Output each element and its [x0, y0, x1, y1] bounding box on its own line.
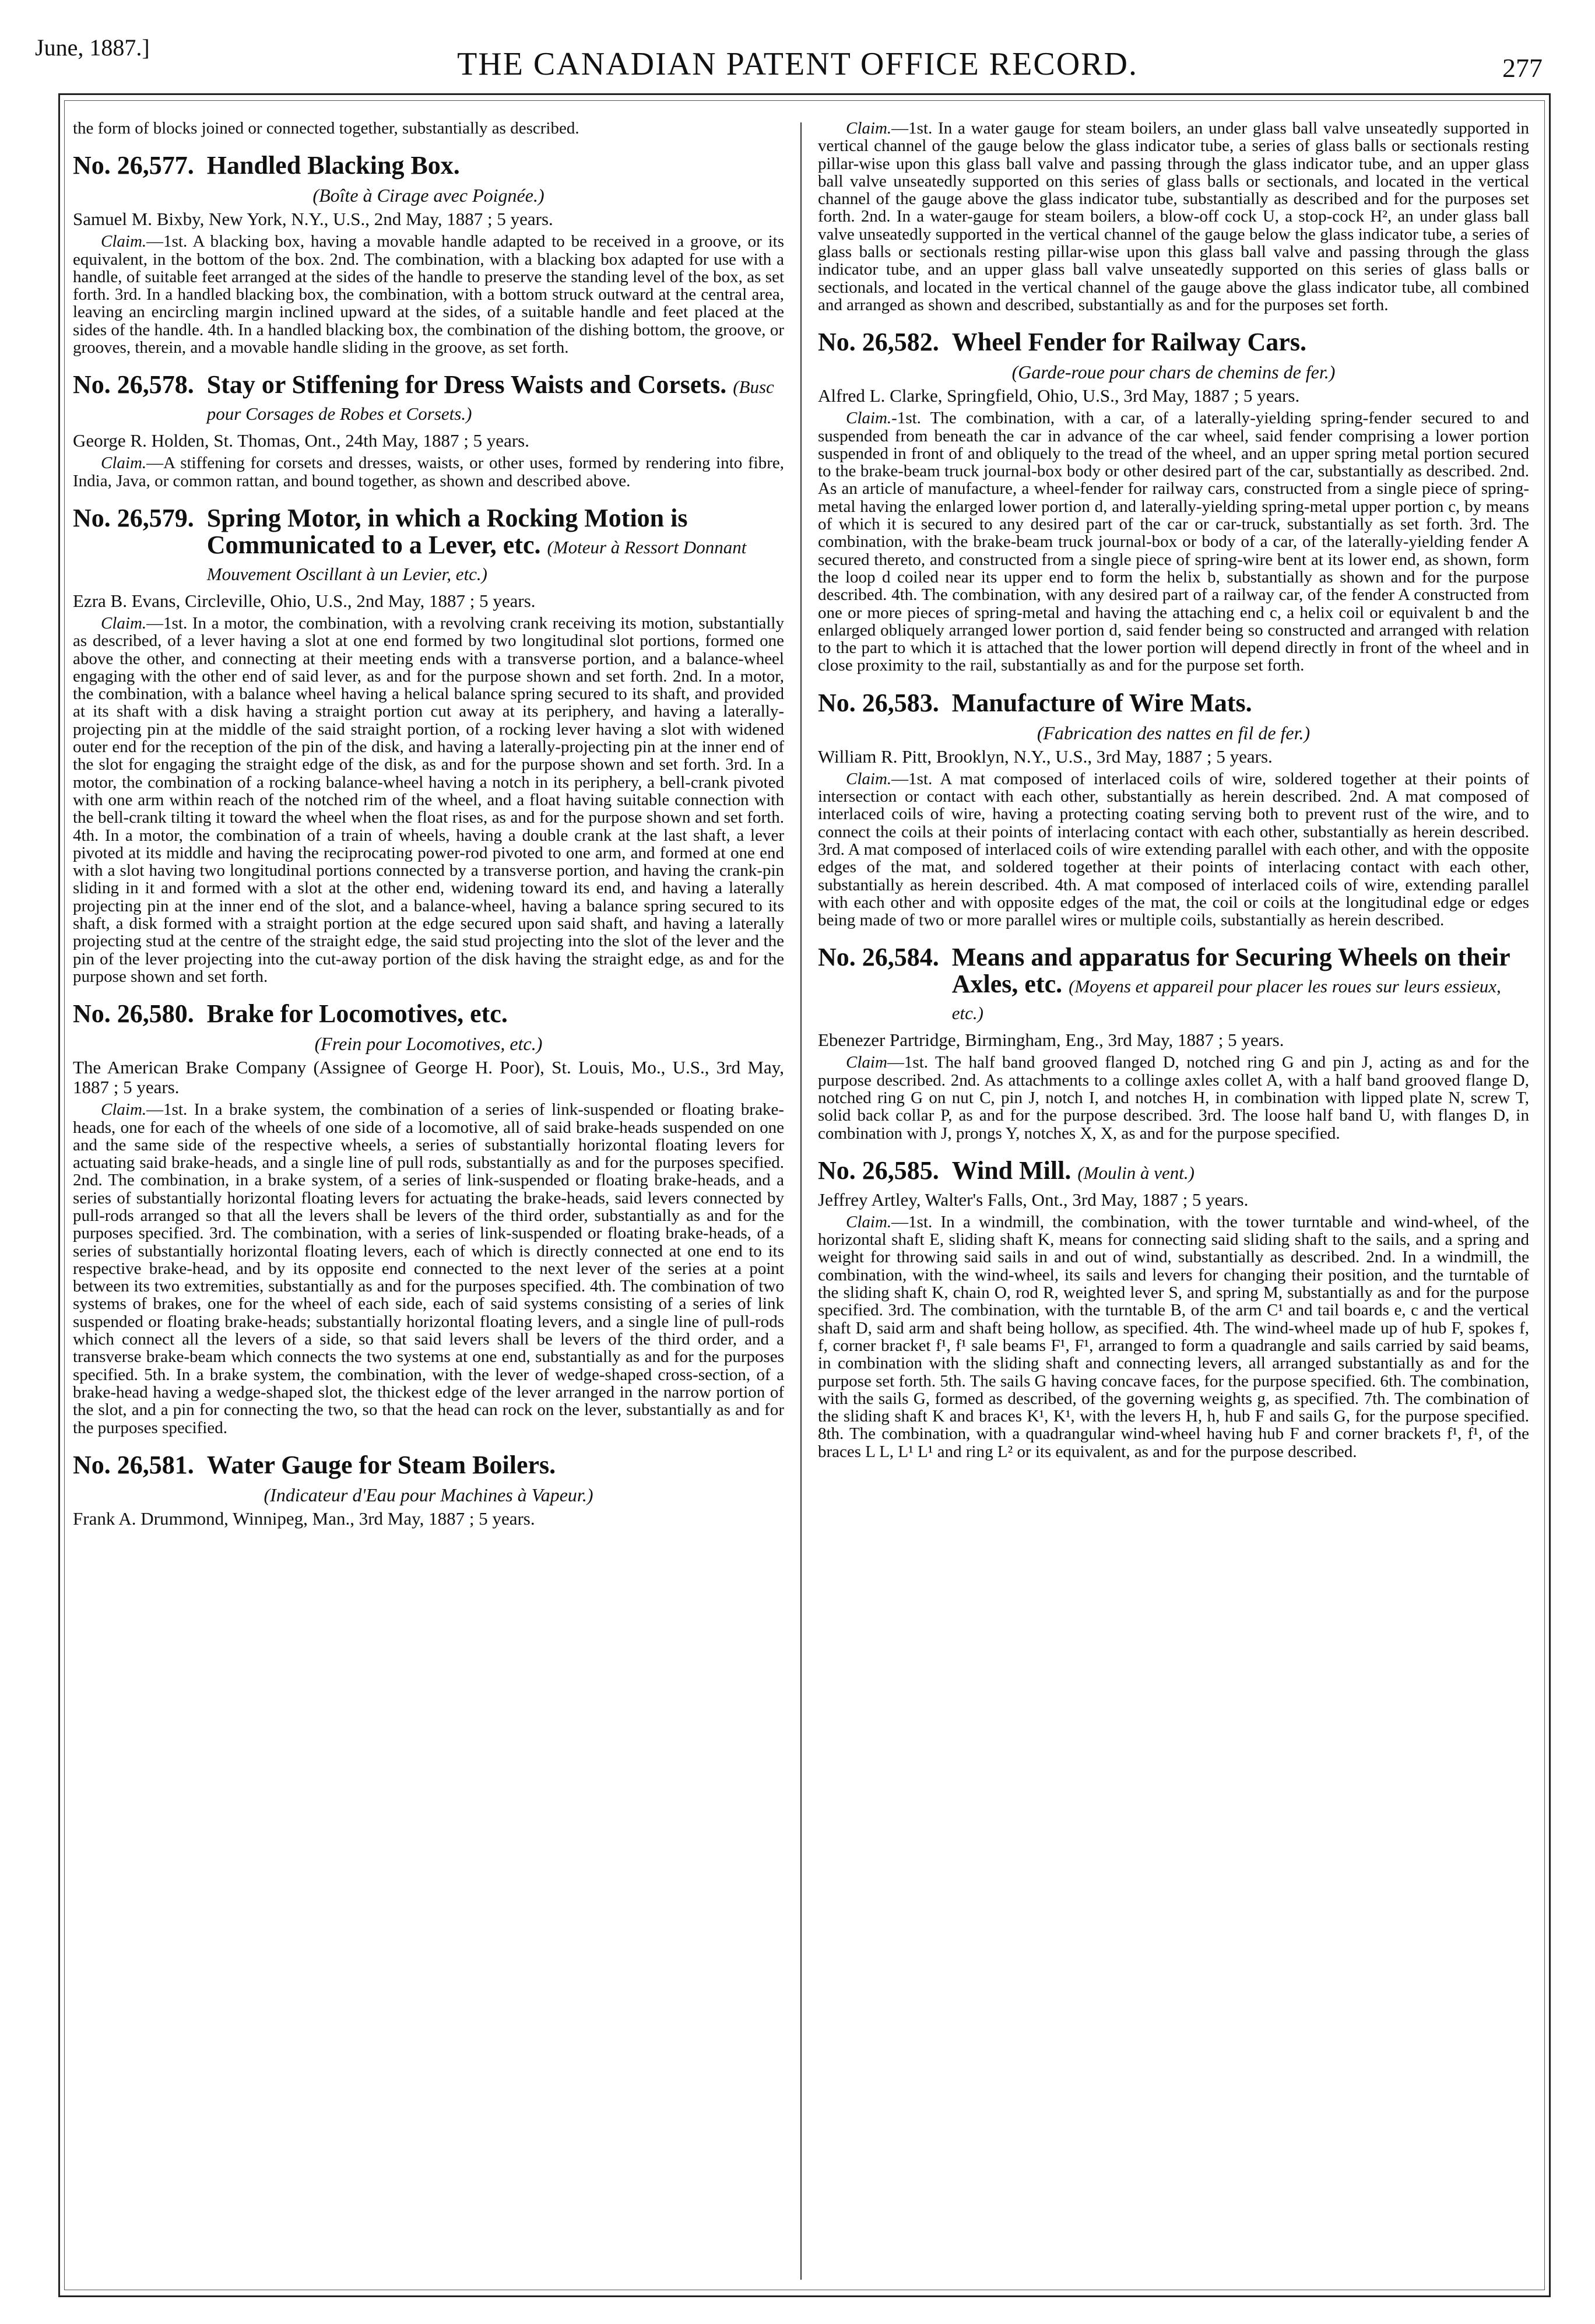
patent-title-text: Spring Motor, in which a Rocking Motion is Communicated to a Lever, etc.	[206, 503, 688, 559]
claim-label: Claim.	[846, 409, 892, 428]
claim-text: —1st. In a brake system, the combination of a series of link-suspended or floating brake-heads, one for each of the wheels of one side of a locomotive, all of said brake-heads suspended on one and the same side of the respective wheels, a series of substantially horizontal floating levers for actuating said brake-heads, and a single line of pull rods, substantially as and for the purposes specified. 2nd. The combination, in a brake system, of a series of link-suspended or floating brake-heads, and a series of substantially horizontal floating levers for actuating the brake-heads, said levers connected by pull-rods arranged so that all the levers shall be levers of the third order, substantially as and for the purposes specified. 3rd. The combination, with a series of link-suspended or floating brake-heads, of a series of substantially horizontal floating levers, each of which is directly connected at one end to its respective brake-head, and by its opposite end connected to the next lever of the series at a point between its two extremities, substantially as and for the purposes specified. 4th. The combination of two systems of brakes, one for the wheel of each side, each of said systems consisting of a series of link suspended or floating brake-heads; substantially horizontal floating levers, and a single line of pull-rods which connect all the levers of a side, so that said levers shall be levers of the third order, and a transverse brake-beam which connects the two systems at one end, substantially as and for the purposes specified. 5th. In a brake system, the combination, with the lever of wedge-shaped cross-section, of a brake-head having a wedge-shaped slot, the thickest edge of the lever arranged in the narrow portion of the slot, and a pin for connecting the two, so that the head can rock on the lever, substantially as and for the purposes specified.	[73, 1100, 784, 1437]
right-column	[818, 120, 1529, 1461]
claim-label: Claim.	[846, 769, 892, 788]
header-date: June, 1887.]	[35, 34, 150, 61]
patent-heading	[818, 1157, 1529, 1184]
claim-label: Claim	[846, 1053, 887, 1072]
patent-heading	[73, 152, 784, 179]
left-column	[73, 120, 784, 1532]
patent-inventor: George R. Holden, St. Thomas, Ont., 24th May, 1887 ; 5 years.	[73, 430, 529, 451]
patent-inventor: Alfred L. Clarke, Springfield, Ohio, U.S., 3rd May, 1887 ; 5 years.	[818, 385, 1300, 406]
patent-french-title: (Garde-roue pour chars de chemins de fer.)	[1011, 361, 1336, 383]
claim-label: Claim.	[101, 454, 147, 473]
patent-inventor: Samuel M. Bixby, New York, N.Y., U.S., 2nd May, 1887 ; 5 years.	[73, 209, 553, 230]
patent-claim	[73, 233, 784, 356]
column-divider	[800, 122, 802, 2280]
patent-claim	[818, 1054, 1529, 1142]
patent-inventor: Ezra B. Evans, Circleville, Ohio, U.S., 2nd May, 1887 ; 5 years.	[73, 590, 536, 611]
claim-text: —1st. A blacking box, having a movable handle adapted to be received in a groove, or its equivalent, in the bottom of the box. 2nd. The combination, with a blacking box adapted for use with a handle, of suitable feet arranged at the sides of the handle to preserve the standing level of the box, as set forth. 3rd. In a handled blacking box, the combination, with a bottom struck outward at the central area, leaving an encircling margin inclined upward at the sides, of a suitable handle and feet placed at the sides of the handle. 4th. In a handled blacking box, the combination of the dishing bottom, the groove, or grooves, therein, and a movable handle sliding in the groove, as set forth.	[73, 232, 784, 357]
patent-claim	[818, 409, 1529, 674]
patent-entry-26577	[73, 152, 784, 356]
claim-text: —1st. A mat composed of interlaced coils of wire, soldered together at their points of intersection or contact with each other, substantially as herein described. 2nd. A mat composed of interlaced coils of wire, having a protecting coating serving both to prevent rust of the wire, and to connect the coils at their points of interlacing contact with each other, substantially as herein described. 3rd. A mat composed of interlaced coils of wire extending parallel with each other, and with the opposite edges of the mat, and soldered together at their points of interlacing contact with each other, substantially as herein described. 4th. A mat composed of interlaced coils of wire, extending parallel with each other and with opposite edges of the mat, the coil or coils at the longitudinal edge or edges being made of two or more parallel wires or multiple coils, substantially as herein described.	[818, 769, 1529, 930]
patent-number: No. 26,581.	[73, 1450, 194, 1479]
page-number: 277	[1502, 53, 1543, 83]
patent-title	[207, 505, 784, 585]
patent-title: Wheel Fender for Railway Cars.	[951, 328, 1306, 357]
patent-title	[952, 1157, 1529, 1184]
patent-title-text: Stay or Stiffening for Dress Waists and Corsets.	[206, 370, 727, 399]
claim-label: Claim.	[101, 613, 147, 633]
patent-inventor: Frank A. Drummond, Winnipeg, Man., 3rd May, 1887 ; 5 years.	[73, 1508, 535, 1529]
patent-french-title: (Moteur à Ressort Donnant Mouvement Oscillant à un Levier, etc.)	[206, 536, 747, 584]
patent-entry-26585	[818, 1157, 1529, 1461]
patent-heading	[73, 1000, 784, 1027]
claim-text: -1st. The combination, with a car, of a laterally-yielding spring-fender secured to and suspended from beneath the car in advance of the car wheel, said fender comprising a lower portion suspended in front of and obliquely to the tread of the wheel, and an upper spring metal portion secured to the brake-beam truck journal-box body or other desired part of the car, substantially as described. 2nd. As an article of manufacture, a wheel-fender for railway cars, constructed from a single piece of spring-metal having the enlarged lower portion d, and laterally-yielding spring-metal upper portion c, by means of which it is secured to any desired part of the car or car-truck, substantially as set forth. 3rd. The combination, with the brake-beam truck journal-box or body of a car, of the laterally-yielding fender A secured thereto, and constructed from a single piece of spring-wire bent at its lower end, as shown, form the loop d coiled near its upper end to form the helix b, substantially as shown and for the purpose described. 4th. The combination, with any desired part of a railway car, of the fender A constructed from one or more pieces of spring-metal and having the attaching end c, a helix coil or equivalent b and the enlarged obliquely arranged lower portion d, said fender being so constructed and arranged with relation to the part to which it is attached that the lower portion will depend directly in front of the wheel and in close proximity to the rail, substantially as and for the purpose set forth.	[818, 409, 1529, 675]
patent-claim	[73, 1101, 784, 1437]
patent-number: No. 26,579.	[73, 503, 194, 532]
patent-heading	[818, 944, 1529, 1024]
patent-inventor: Ebenezer Partridge, Birmingham, Eng., 3rd May, 1887 ; 5 years.	[818, 1030, 1284, 1051]
patent-claim	[818, 770, 1529, 929]
claim-label: Claim.	[101, 1100, 147, 1119]
patent-number: No. 26,585.	[818, 1156, 939, 1185]
patent-title: Brake for Locomotives, etc.	[206, 999, 508, 1028]
claim-label: Claim.	[846, 1212, 892, 1231]
patent-french-title: (Moyens et appareil pour placer les roues sur leurs essieux, etc.)	[951, 976, 1501, 1024]
patent-french-title: (Indicateur d'Eau pour Machines à Vapeur.)	[264, 1484, 593, 1505]
patent-title: Handled Blacking Box.	[206, 151, 460, 180]
patent-title-text: Means and apparatus for Securing Wheels on their Axles, etc.	[951, 943, 1510, 999]
patent-french-title: (Boîte à Cirage avec Poignée.)	[312, 185, 544, 206]
patent-title: Manufacture of Wire Mats.	[951, 688, 1252, 717]
patent-claim	[818, 1213, 1529, 1461]
patent-inventor: Jeffrey Artley, Walter's Falls, Ont., 3rd May, 1887 ; 5 years.	[818, 1189, 1249, 1210]
patent-number: No. 26,578.	[73, 370, 194, 399]
patent-french-title: (Frein pour Locomotives, etc.)	[314, 1033, 543, 1055]
patent-number: No. 26,577.	[73, 151, 194, 180]
patent-entry-26582	[818, 329, 1529, 674]
claim-label: Claim.	[101, 232, 147, 251]
patent-title: Water Gauge for Steam Boilers.	[206, 1450, 556, 1479]
patent-number: No. 26,580.	[73, 999, 194, 1028]
patent-number: No. 26,582.	[818, 328, 939, 357]
claim-text: —A stiffening for corsets and dresses, waists, or other uses, formed by rendering into fibre, India, Java, or common rattan, and bound together, as shown and described above.	[73, 454, 784, 490]
patent-french-title: (Moulin à vent.)	[1077, 1162, 1195, 1183]
patent-entry-26579	[73, 505, 784, 985]
patent-heading	[818, 329, 1529, 356]
patent-entry-26580	[73, 1000, 784, 1437]
patent-number: No. 26,583.	[818, 688, 939, 717]
patent-heading	[818, 690, 1529, 717]
patent-entry-26581	[73, 1452, 784, 1529]
claim-text: —1st. In a windmill, the combination, with the tower turntable and wind-wheel, of the horizontal shaft E, sliding shaft K, means for connecting said sliding shaft to the sails, and a spring and weight for throwing said sails in and out of wind, substantially as described. 2nd. In a windmill, the combination, with the wind-wheel, its sails and levers for changing their position, and the turntable of the sliding shaft K, chain O, rod R, weighted lever S, and spring M, substantially as and for the purpose specified. 3rd. The combination, with the turntable B, of the arm C¹ and tail boards e, c and the vertical shaft D, said arm and shaft being hollow, as specified. 4th. The wind-wheel made up of hub F, spokes f, f, corner bracket f¹, f¹ sale beams F¹, F¹, arranged to form a quadrangle and sails carried by said beams, in combination with the sliding shaft and connecting levers, all arranged substantially as and for the purpose set forth. 5th. The sails G having concave faces, for the purpose specified. 6th. The combination, with the sails G, formed as described, of the governing weights g, as specified. 7th. The combination of the sliding shaft K and braces K¹, K¹, with the levers H, h, hub F and sails G, for the purpose specified. 8th. The combination, with a quadrangular wind-wheel having hub F and corner brackets f¹, f¹, of the braces L L, L¹ L¹ and ring L² or its equivalent, as and for the purpose described.	[818, 1212, 1529, 1461]
claim-text: —1st. In a motor, the combination, with a revolving crank receiving its motion, substantially as described, of a lever having a slot at one end formed by two longitudinal slot portions, formed one above the other, and connecting at their meeting ends with a transverse portion, and a balance-wheel engaging with the other end of said lever, as and for the purpose shown and set forth. 2nd. In a motor, the combination, with a balance wheel having a helical balance spring secured to its shaft, and provided at its shaft with a disk having a straight portion cut away at its periphery, and having a laterally-projecting pin at the middle of the said straight portion, of a rocking lever having a slot with widened outer end for the reception of the pin of the disk, and having a laterally-projecting pin at the inner end of the slot for engaging the straight edge of the disk, as and for the purpose shown and set forth. 3rd. In a motor, the combination of a rocking balance-wheel having a notch in its periphery, a bell-crank pivoted with one arm within reach of the notched rim of the wheel, and a float having suitable connection with the bell-crank tilting it toward the wheel when the float rises, as and for the purpose shown and set forth. 4th. In a motor, the combination of a train of wheels, having a double crank at the last shaft, a lever pivoted at its middle and having the reciprocating power-rod pivoted to one arm, and formed at one end with a slot having two longitudinal portions connected by a transverse portion, and having the crank-pin sliding in it and formed with a slot at the other end, widening toward its end, and having a laterally projecting pin at the inner end of the slot, and a balance-wheel, having a balance spring secured to its shaft, a disk formed with a straight portion at the edge secured upon said shaft, and having a laterally projecting stud at the centre of the straight edge, the said stud projecting into the slot of the lever and the pin of the lever projecting into the cut-away portion of the disk having the straight edge, as and for the purpose shown and set forth.	[73, 613, 784, 986]
patent-inventor: William R. Pitt, Brooklyn, N.Y., U.S., 3rd May, 1887 ; 5 years.	[818, 746, 1273, 767]
patent-french-title: (Fabrication des nattes en fil de fer.)	[1037, 722, 1311, 743]
patent-inventor: The American Brake Company (Assignee of George H. Poor), St. Louis, Mo., U.S., 3rd May, 1887 ; 5 years.	[73, 1057, 784, 1098]
patent-claim	[73, 454, 784, 490]
right-continuation-claim	[818, 120, 1529, 314]
patent-claim	[73, 615, 784, 985]
left-continuation-text: the form of blocks joined or connected together, substantially as described.	[73, 119, 579, 138]
patent-entry-26578	[73, 371, 784, 490]
patent-title	[952, 944, 1529, 1024]
patent-number: No. 26,584.	[818, 943, 939, 972]
patent-heading	[73, 371, 784, 425]
patent-entry-26584	[818, 944, 1529, 1142]
patent-title-text: Wind Mill.	[951, 1156, 1071, 1185]
claim-label: Claim.	[846, 119, 892, 138]
patent-heading	[73, 1452, 784, 1479]
claim-text: —1st. The half band grooved flanged D, notched ring G and pin J, acting as and for the purpose described. 2nd. As attachments to a collinge axles collet A, with a half band grooved flange D, notched ring G on nut C, pin J, notch I, and notches H, in combination with lipped plate N, screw T, solid back collar P, as and for the purpose described. 3rd. The loose half band U, with flanges D, in combination with J, prongs Y, notches X, X, as and for the purpose specified.	[818, 1053, 1529, 1143]
claim-text: —1st. In a water gauge for steam boilers, an under glass ball valve unseatedly supported in vertical channel of the gauge below the glass indicator tube, a series of glass balls or sectionals resting pillar-wise upon this glass ball valve and passing through the glass indicator tube, and an upper glass ball valve unseatedly supported on this series of glass balls or sectionals, and located in the vertical channel of the gauge above the glass indicator tube, substantially as described and for the purposes set forth. 2nd. In a water-gauge for steam boilers, a blow-off cock U, a stop-cock H², an under glass ball valve unseatedly supported in the vertical channel of the gauge below the glass indicator tube, a series of glass balls or sectionals resting pillar-wise upon this glass ball valve and passing through the glass indicator tube, and an upper glass ball valve unseatedly supported on this series of glass balls or sectionals, and located in the vertical channel of the gauge above the glass indicator tube, all combined and arranged as shown and described, substantially as and for the purposes set forth.	[818, 119, 1529, 314]
patent-title	[207, 371, 784, 425]
patent-entry-26583	[818, 690, 1529, 929]
header-title: THE CANADIAN PATENT OFFICE RECORD.	[457, 46, 1138, 82]
patent-french-title: (Busc pour Corsages de Robes et Corsets.)	[206, 377, 774, 424]
patent-heading	[73, 505, 784, 585]
